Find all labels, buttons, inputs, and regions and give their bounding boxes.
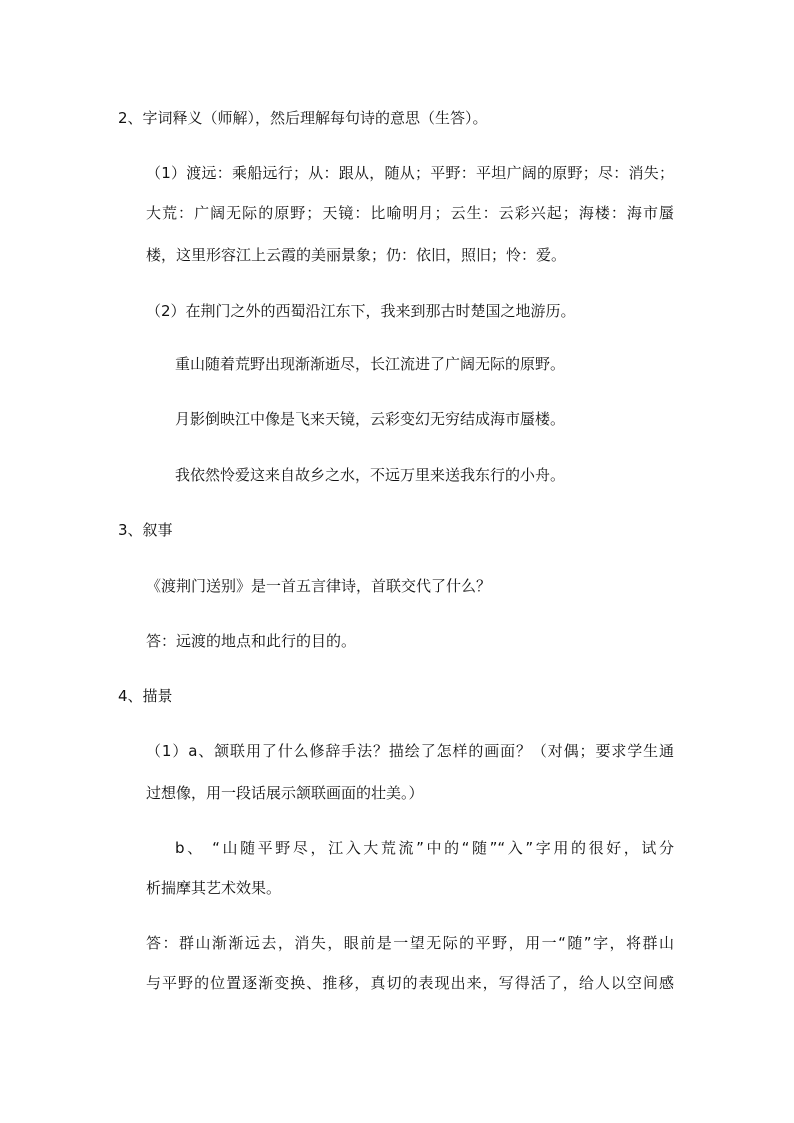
section-3-heading: 3、叙事 [118,521,173,539]
section-3-answer: 答：远渡的地点和此行的目的。 [146,632,357,650]
question-b-line-2: 析揣摩其艺术效果。 [146,879,282,897]
section-2-heading: 2、字词释义（师解），然后理解每句诗的意思（生答）。 [118,109,488,127]
translation-line-3: 月影倒映江中像是飞来天镜，云彩变幻无穷结成海市蜃楼。 [175,410,566,428]
section-4-heading: 4、描景 [118,687,173,705]
definition-line-1: （1）渡远：乘船远行；从：跟从，随从；平野：平坦广阔的原野；尽：消失； [146,164,674,182]
question-a-line-1: （1）a、颔联用了什么修辞手法？描绘了怎样的画面？（对偶；要求学生通 [146,742,674,760]
definition-line-2: 大荒：广阔无际的原野；天镜：比喻明月；云生：云彩兴起；海楼：海市蜃 [146,204,674,222]
question-a-line-2: 过想像，用一段话展示颔联画面的壮美。） [146,784,424,802]
answer-line-1: 答：群山渐渐远去，消失，眼前是一望无际的平野，用一“随”字，将群山 [146,934,674,952]
translation-line-2: 重山随着荒野出现渐渐逝尽，长江流进了广阔无际的原野。 [175,355,566,373]
answer-line-2: 与平野的位置逐渐变换、推移，真切的表现出来，写得活了，给人以空间感 [146,974,674,992]
translation-line-1: （2）在荆门之外的西蜀沿江东下，我来到那古时楚国之地游历。 [146,302,576,320]
definition-line-3: 楼，这里形容江上云霞的美丽景象；仍：依旧，照旧；怜：爱。 [146,246,567,264]
section-3-question: 《渡荆门送别》是一首五言律诗，首联交代了什么？ [146,577,492,595]
translation-line-4: 我依然怜爱这来自故乡之水，不远万里来送我东行的小舟。 [175,466,566,484]
question-b-line-1: b、 “山随平野尽，江入大荒流”中的“随”“入”字用的很好，试分 [175,839,674,857]
